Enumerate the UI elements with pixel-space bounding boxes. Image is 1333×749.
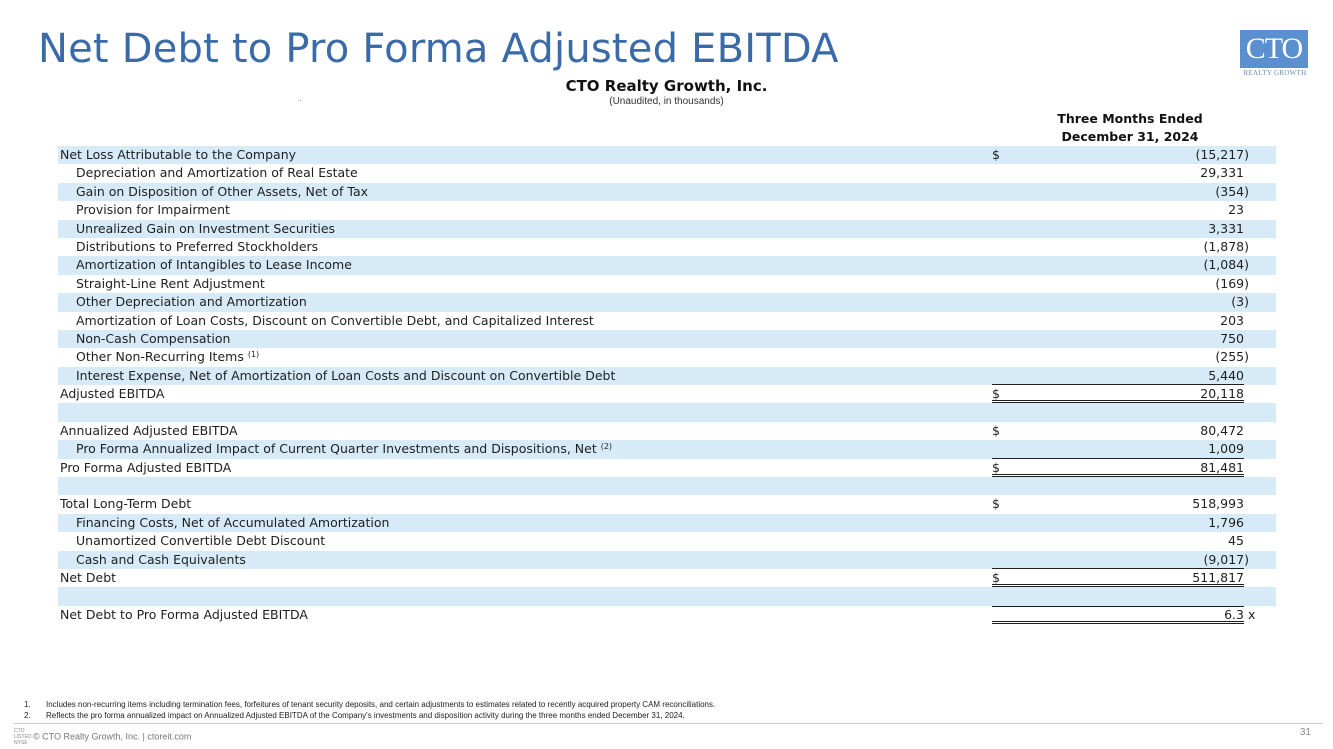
table-row: [58, 146, 1276, 164]
nyse-logo-line2: LISTED: [14, 734, 32, 740]
row-value: 1,796: [1208, 514, 1244, 530]
row-currency: $: [992, 569, 1000, 585]
row-label: Amortization of Loan Costs, Discount on Convertible Debt, and Capitalized Interest: [76, 312, 594, 328]
table-row: [58, 312, 1276, 330]
row-value: (3): [1231, 294, 1249, 310]
table-row: [58, 532, 1276, 550]
row-value: 23: [1228, 202, 1244, 218]
total-double-underline: [992, 621, 1244, 624]
row-label: Straight-Line Rent Adjustment: [76, 275, 265, 291]
row-label: Unamortized Convertible Debt Discount: [76, 533, 326, 549]
row-label: Non-Cash Compensation: [76, 330, 231, 346]
row-value: 20,118: [1200, 386, 1244, 402]
table-row: [58, 293, 1276, 311]
logo-mark: CTO: [1240, 30, 1308, 68]
table-row: [58, 459, 1276, 477]
row-value: 1,009: [1208, 441, 1244, 457]
row-label: Interest Expense, Net of Amortization of Loan Costs and Discount on Convertible Debt: [76, 367, 616, 383]
row-label: Unrealized Gain on Investment Securities: [76, 220, 336, 236]
footnote-2: [24, 710, 715, 721]
row-value: (255): [1215, 349, 1249, 365]
logo-subtext: REALTY GROWTH: [1243, 69, 1307, 77]
row-suffix: x: [1248, 606, 1256, 622]
row-label: Other Depreciation and Amortization: [76, 294, 307, 310]
row-value: 750: [1220, 330, 1244, 346]
row-label: Adjusted EBITDA: [60, 386, 165, 402]
column-header-line1: Three Months Ended: [1057, 111, 1203, 126]
row-value: (9,017): [1203, 551, 1249, 567]
column-header: [1040, 110, 1220, 146]
table-row: [58, 275, 1276, 293]
row-value: 29,331: [1200, 165, 1244, 181]
table-row: [58, 367, 1276, 385]
table-row: [58, 238, 1276, 256]
table-row: [58, 164, 1276, 182]
row-label: Net Debt to Pro Forma Adjusted EBITDA: [60, 606, 308, 622]
table-row: [58, 551, 1276, 569]
row-label: Provision for Impairment: [76, 202, 230, 218]
row-currency: $: [992, 496, 1000, 512]
row-value: (169): [1215, 275, 1249, 291]
row-value: 3,331: [1208, 220, 1244, 236]
company-logo: [1240, 30, 1310, 80]
row-label: Annualized Adjusted EBITDA: [60, 422, 238, 438]
table-row: [58, 495, 1276, 513]
table-row: [58, 256, 1276, 274]
table-row-spacer: [58, 477, 1276, 495]
company-name: CTO Realty Growth, Inc.: [565, 77, 768, 95]
table-row: [58, 201, 1276, 219]
table-row-spacer: [58, 587, 1276, 605]
row-label: Net Debt: [60, 569, 117, 585]
row-currency: $: [992, 459, 1000, 475]
row-label: Financing Costs, Net of Accumulated Amortization: [76, 514, 390, 530]
row-label: Depreciation and Amortization of Real Estate: [76, 165, 358, 181]
row-value: 81,481: [1200, 459, 1244, 475]
company-subtitle: (Unaudited, in thousands): [609, 96, 724, 107]
page-title: Net Debt to Pro Forma Adjusted EBITDA: [38, 26, 839, 72]
footer: [14, 728, 191, 746]
row-label: Cash and Cash Equivalents: [76, 551, 246, 567]
row-value: 203: [1220, 312, 1244, 328]
row-currency: $: [992, 386, 1000, 402]
row-currency: $: [992, 422, 1000, 438]
footnote-number: 1.: [24, 700, 31, 709]
table-row: [58, 440, 1276, 458]
footer-divider: [14, 723, 1323, 724]
row-label: Distributions to Preferred Stockholders: [76, 238, 319, 254]
row-label: Total Long-Term Debt: [60, 496, 192, 512]
footnotes: [24, 699, 715, 721]
column-header-line2: December 31, 2024: [1061, 129, 1199, 144]
row-value: 511,817: [1192, 569, 1244, 585]
footnote-ref: (2): [600, 442, 613, 452]
footnote-text: Includes non-recurring items including termination fees, forfeitures of tenant security deposits, and certain adjustments to estimates related to recently acquired property CAM reconciliations.: [46, 700, 716, 709]
footnote-1: [24, 699, 715, 710]
footer-copyright: © CTO Realty Growth, Inc. | ctoreit.com: [33, 731, 192, 742]
row-value: (354): [1215, 183, 1249, 199]
row-label-text: Pro Forma Annualized Impact of Current Quarter Investments and Dispositions, Net: [76, 441, 597, 457]
row-value: (1,878): [1203, 238, 1249, 254]
table-row: [58, 330, 1276, 348]
row-label: Amortization of Intangibles to Lease Income: [76, 257, 352, 273]
row-label: [76, 440, 612, 458]
row-value: (15,217): [1195, 147, 1249, 162]
table-row: [58, 348, 1276, 366]
nyse-listed-logo: [14, 728, 30, 746]
row-label: Pro Forma Adjusted EBITDA: [60, 459, 232, 475]
row-label: Net Loss Attributable to the Company: [60, 147, 297, 162]
table-row: [58, 606, 1276, 624]
stray-dot: [300, 100, 301, 101]
table-row: [58, 385, 1276, 403]
table-row: [58, 220, 1276, 238]
footnote-text: Reflects the pro forma annualized impact on Annualized Adjusted EBITDA of the Company's investments and disposition activity during the three months ended December 31, 2024.: [46, 711, 685, 720]
table-row-spacer: [58, 403, 1276, 421]
row-value: 80,472: [1200, 422, 1244, 438]
row-value: 518,993: [1192, 496, 1244, 512]
footnote-ref: (1): [247, 350, 260, 360]
page-number: 31: [1299, 727, 1311, 738]
row-label-text: Other Non-Recurring Items: [76, 349, 244, 365]
ebitda-table: [58, 146, 1276, 624]
row-value: (1,084): [1203, 257, 1249, 273]
row-currency: $: [992, 147, 1000, 162]
footnote-number: 2.: [24, 711, 31, 720]
table-row: [58, 569, 1276, 587]
table-row: [58, 514, 1276, 532]
row-value: 5,440: [1208, 367, 1244, 383]
row-value: 6.3: [1224, 606, 1244, 622]
nyse-logo-line1: CTO: [14, 728, 25, 734]
nyse-logo-line3: NYSE: [14, 740, 28, 746]
table-row: [58, 183, 1276, 201]
row-label: Gain on Disposition of Other Assets, Net of Tax: [76, 183, 369, 199]
row-value: 45: [1228, 533, 1244, 549]
row-label: [76, 348, 259, 366]
table-row: [58, 422, 1276, 440]
